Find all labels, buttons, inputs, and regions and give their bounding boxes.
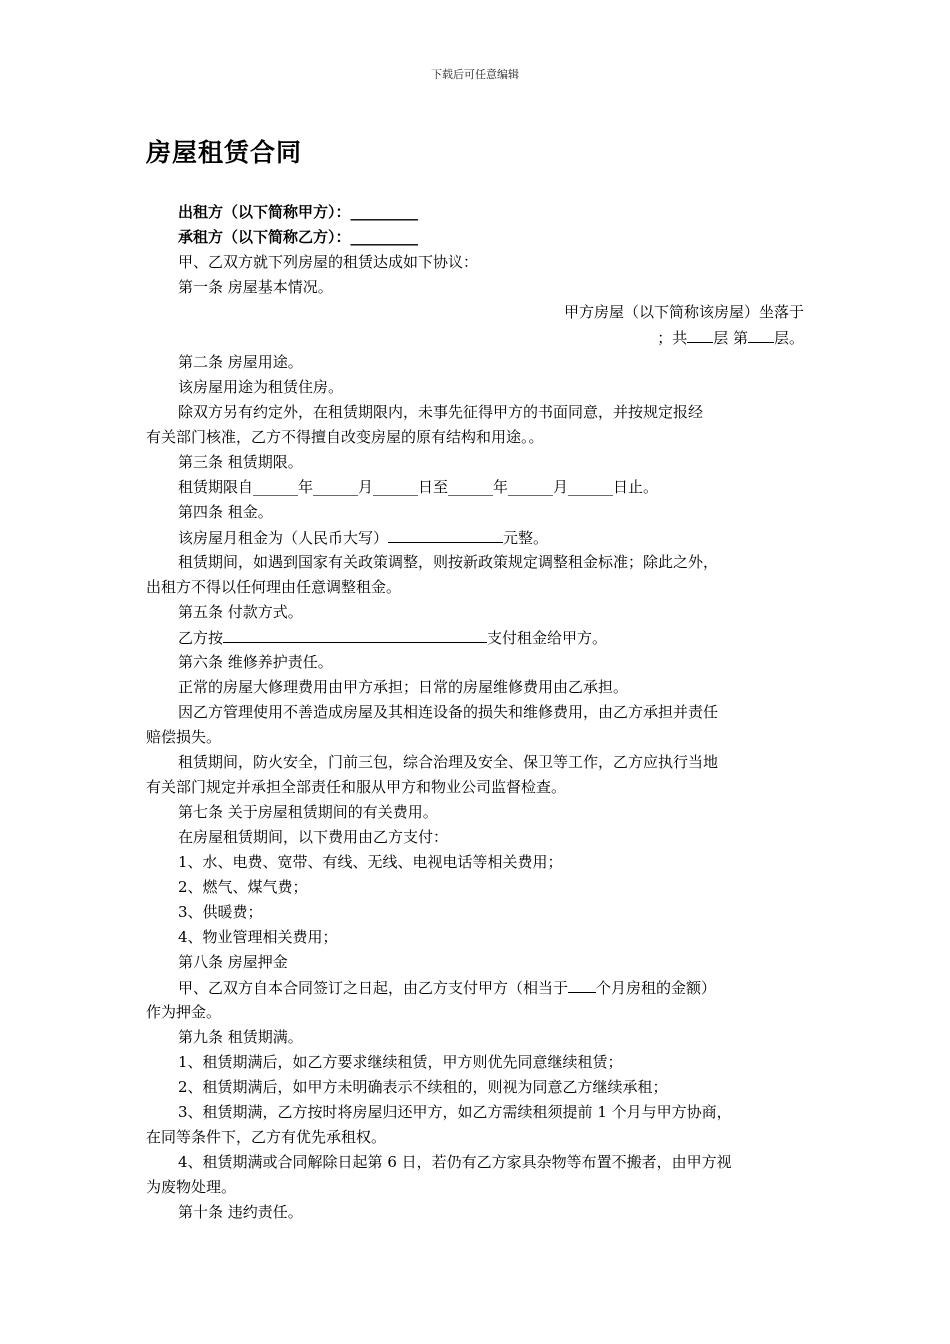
rent-suffix: 元整。 [503, 529, 549, 547]
floor-current-blank [748, 325, 774, 343]
article-1-title: 第一条 房屋基本情况。 [178, 278, 333, 296]
article-9-item2: 2、租赁期满后，如甲方未明确表示不续租的，则视为同意乙方继续承租； [178, 1078, 668, 1096]
article-8-para1-line2: 作为押金。 [146, 1003, 222, 1021]
article-4-title: 第四条 租金。 [178, 503, 273, 521]
contract-body [146, 200, 808, 1225]
article-4-para2-line2: 出租方不得以任何理由任意调整租金。 [146, 578, 402, 596]
lessee-line: 承租方（以下简称乙方）：_________ [178, 228, 419, 246]
article-7-intro: 在房屋租赁期间，以下费用由乙方支付： [178, 828, 449, 846]
article-7-title: 第七条 关于房屋租赁期间的有关费用。 [178, 803, 438, 821]
intro-paragraph: 甲、乙双方就下列房屋的租赁达成如下协议： [178, 253, 479, 271]
list-item: 1、水、电费、宽带、有线、无线、电视电话等相关费用； [178, 853, 563, 871]
payment-prefix: 乙方按 [178, 629, 224, 647]
article-9-item4-line2: 为废物处理。 [146, 1178, 237, 1196]
floor-suffix: 层。 [773, 329, 804, 347]
payment-method-blank [223, 625, 487, 643]
article-2-usage: 该房屋用途为租赁住房。 [178, 378, 344, 396]
article-6-para3-line1: 租赁期间，防火安全，门前三包，综合治理及安全、保卫等工作，乙方应执行当地 [178, 753, 719, 771]
list-item: 3、供暖费； [178, 903, 263, 921]
article-9-item3-line1: 3、租赁期满，乙方按时将房屋归还甲方，如乙方需续租须提前 1 个月与甲方协商， [178, 1103, 732, 1121]
header-note: 下载后可任意编辑 [431, 68, 519, 81]
article-6-para1: 正常的房屋大修理费用由甲方承担；日常的房屋维修费用由乙承担。 [178, 678, 629, 696]
article-6-para2-line1: 因乙方管理使用不善造成房屋及其相连设备的损失和维修费用，由乙方承担并责任 [178, 703, 719, 721]
article-5-title: 第五条 付款方式。 [178, 603, 303, 621]
floor-total-prefix: ；共 [657, 329, 688, 347]
article-6-para2-line2: 赔偿损失。 [146, 728, 222, 746]
article-8-para1-line1 [146, 975, 808, 1000]
deposit-months-blank [568, 975, 596, 993]
lessor-line: 出租方（以下简称甲方）：_________ [178, 203, 419, 221]
article-9-item3-line2: 在同等条件下，乙方有优先承租权。 [146, 1128, 387, 1146]
article-10-title: 第十条 违约责任。 [178, 1203, 303, 1221]
payment-suffix: 支付租金给甲方。 [487, 629, 608, 647]
list-item: 2、燃气、煤气费； [178, 878, 308, 896]
article-2-para2-line1: 除双方另有约定外，在租赁期限内，未事先征得甲方的书面同意，并按规定报经 [178, 403, 704, 421]
article-1-floor-line [146, 325, 808, 350]
list-item: 4、物业管理相关费用； [178, 928, 338, 946]
article-9-item1: 1、租赁期满后，如乙方要求继续租赁，甲方则优先同意继续租赁； [178, 1053, 623, 1071]
deposit-suffix: 个月房租的金额） [596, 979, 717, 997]
floor-current-prefix: 层 第 [713, 329, 748, 347]
article-3-term: 租赁期限自______年______月______日至______年______月______日止。 [178, 478, 659, 496]
floor-total-blank [687, 325, 713, 343]
article-5-payment-line [146, 625, 808, 650]
article-2-title: 第二条 房屋用途。 [178, 353, 303, 371]
rent-prefix: 该房屋月租金为（人民币大写） [178, 529, 389, 547]
article-3-title: 第三条 租赁期限。 [178, 453, 303, 471]
article-4-rent-line [146, 525, 808, 550]
rent-amount-blank [388, 525, 503, 543]
article-2-para2-line2: 有关部门核准，乙方不得擅自改变房屋的原有结构和用途。。 [146, 428, 544, 446]
article-6-title: 第六条 维修养护责任。 [178, 653, 333, 671]
article-9-title: 第九条 租赁期满。 [178, 1028, 303, 1046]
article-1-location-line: 甲方房屋（以下简称该房屋）坐落于 [563, 303, 804, 321]
article-8-title: 第八条 房屋押金 [178, 953, 288, 971]
article-6-para3-line2: 有关部门规定并承担全部责任和服从甲方和物业公司监督检查。 [146, 778, 567, 796]
deposit-prefix: 甲、乙双方自本合同签订之日起，由乙方支付甲方（相当于 [178, 979, 569, 997]
document-title: 房屋租赁合同 [146, 138, 303, 167]
article-4-para2-line1: 租赁期间，如遇到国家有关政策调整，则按新政策规定调整租金标准；除此之外， [178, 553, 719, 571]
article-9-item4-line1: 4、租赁期满或合同解除日起第 6 日，若仍有乙方家具杂物等布置不搬者，由甲方视 [178, 1153, 732, 1171]
